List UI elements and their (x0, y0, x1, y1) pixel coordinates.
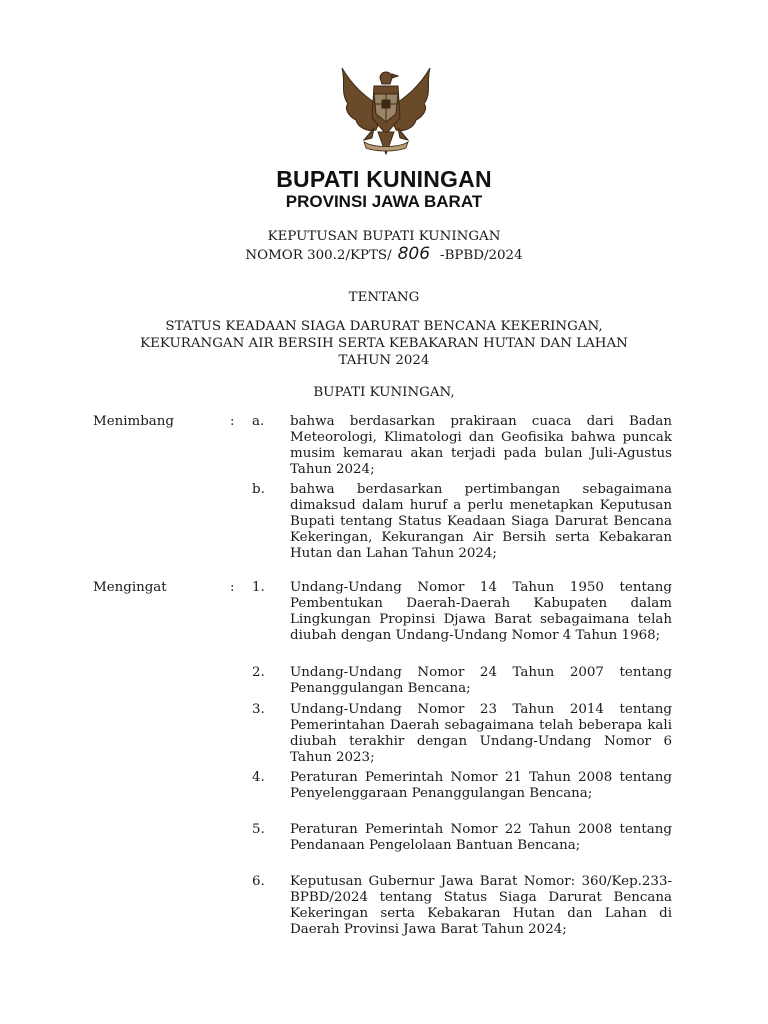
list-item-text: Undang-Undang Nomor 23 Tahun 2014 tentang Pemerintahan Daerah sebagaimana telah beberapa kali diubah terakhir dengan Undang-Undang Nomor 6 Tahun 2023; (290, 702, 672, 765)
list-item-marker: 5. (252, 822, 265, 837)
subject-line: KEKURANGAN AIR BERSIH SERTA KEBAKARAN HUTAN DAN LAHAN (140, 336, 628, 351)
authority-line: BUPATI KUNINGAN, (313, 385, 455, 400)
list-item-text: bahwa berdasarkan pertimbangan sebagaimana dimaksud dalam huruf a perlu menetapkan Keputusan Bupati tentang Status Keadaan Siaga Darurat Bencana Kekeringan, Kekurangan Air Bersih serta Kebakaran Hutan dan Lahan Tahun 2024; (290, 482, 672, 561)
about-label: TENTANG (348, 290, 420, 305)
list-item-marker: 4. (252, 770, 265, 785)
list-item-text: Peraturan Pemerintah Nomor 21 Tahun 2008 tentang Penyelenggaraan Penanggulangan Bencana; (290, 770, 672, 801)
mengingat-label: Mengingat (93, 580, 167, 595)
subject-line: TAHUN 2024 (338, 353, 430, 368)
regent-title: BUPATI KUNINGAN (276, 166, 492, 192)
list-item-text: Undang-Undang Nomor 24 Tahun 2007 tentang Penanggulangan Bencana; (290, 665, 672, 696)
decree-number (0, 246, 768, 264)
list-item-marker: b. (252, 482, 265, 497)
list-item-text: bahwa berdasarkan prakiraan cuaca dari Badan Meteorologi, Klimatologi dan Geofisika bahwa puncak musim kemarau akan terjadi pada bulan Juli-Agustus Tahun 2024; (290, 414, 672, 477)
decree-number-prefix: NOMOR 300.2/KPTS/ (245, 248, 392, 263)
menimbang-label: Menimbang (93, 414, 174, 429)
list-item-text: Peraturan Pemerintah Nomor 22 Tahun 2008 tentang Pendanaan Pengelolaan Bantuan Bencana; (290, 822, 672, 853)
list-item-marker: 2. (252, 665, 265, 680)
list-item-marker: 6. (252, 874, 265, 889)
menimbang-colon: : (230, 414, 235, 429)
subject-line: STATUS KEADAAN SIAGA DARURAT BENCANA KEKERINGAN, (165, 319, 603, 334)
list-item-marker: 1. (252, 580, 265, 595)
list-item-text: Undang-Undang Nomor 14 Tahun 1950 tentang Pembentukan Daerah-Daerah Kabupaten dalam Lingkungan Propinsi Djawa Barat sebagaimana telah diubah dengan Undang-Undang Nomor 4 Tahun 1968; (290, 580, 672, 643)
list-item-text: Keputusan Gubernur Jawa Barat Nomor: 360/Kep.233-BPBD/2024 tentang Status Siaga Darurat Bencana Kekeringan serta Kebakaran Hutan dan Lahan di Daerah Provinsi Jawa Barat Tahun 2024; (290, 874, 672, 937)
decree-number-handwritten: 806 (397, 244, 431, 264)
decree-heading: KEPUTUSAN BUPATI KUNINGAN (267, 229, 501, 244)
list-item-marker: a. (252, 414, 265, 429)
decree-number-suffix: -BPBD/2024 (440, 248, 523, 263)
province-subtitle: PROVINSI JAWA BARAT (285, 192, 483, 211)
list-item-marker: 3. (252, 702, 265, 717)
mengingat-colon: : (230, 580, 235, 595)
garuda-pancasila-emblem-icon (334, 58, 438, 158)
